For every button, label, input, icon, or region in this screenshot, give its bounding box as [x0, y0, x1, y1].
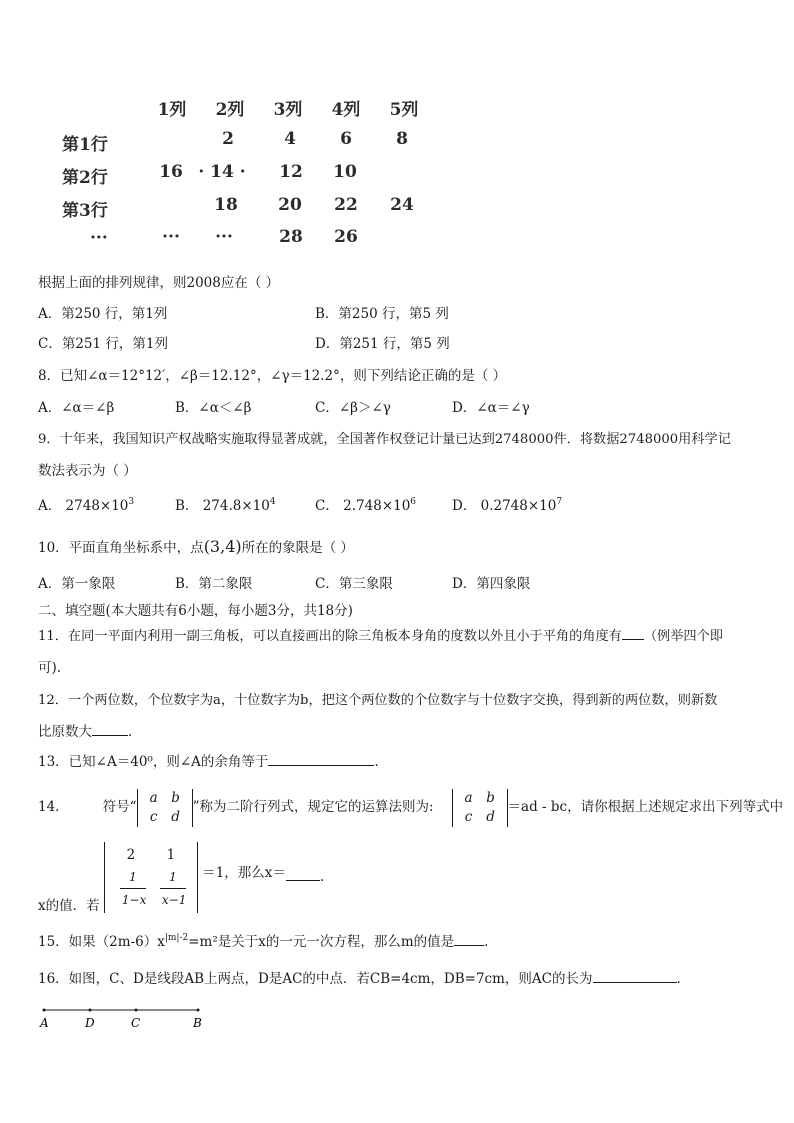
q10-option-b: B．第二象限	[175, 576, 253, 592]
q9-stem-line2: 数法表示为（ ）	[38, 463, 137, 479]
q10-stem: 10．平面直角坐标系中，点(3,4)所在的象限是（ ）	[38, 537, 354, 556]
section-heading: 二、填空题(本大题共有6小题，每小题3分，共18分)	[38, 603, 353, 619]
q8-option-d: D．∠α＝∠γ	[452, 400, 530, 416]
row-label: 第3行	[62, 201, 108, 221]
determinant-equation: 2 1 $\frac{1}{1-x}$ $\frac{1}{x-1}$	[104, 842, 198, 913]
determinant-rule: a b c d	[452, 789, 508, 827]
q14-line1: 14． 符号“a b c d”称为二阶行列式，规定它的运算法则为:a b c d＝ad - bc，请你根据上述规定求出下列等式中	[38, 789, 784, 825]
q9-option-d: D． $0.2748\times 10^7$	[452, 497, 563, 514]
q9-option-c: C． $2.748\times 10^6$	[315, 497, 417, 514]
cell: 4	[284, 129, 296, 149]
cell: ···	[162, 227, 180, 247]
q7-option-b: B．第250 行，第5 列	[315, 306, 449, 322]
row-label: 第1行	[62, 135, 108, 155]
answer-blank[interactable]	[268, 753, 374, 766]
q15-stem: 15．如果$(2m-6)x^{|m|-2}=m^2$是关于x的一元一次方程，那么m的值是 .	[38, 933, 489, 950]
q9-option-b: B． $274.8\times 10^4$	[175, 497, 276, 514]
point-label: D	[85, 1016, 95, 1030]
q11-stem-line1: 11．在同一平面内利用一副三角板，可以直接画出的除三角板本身角的度数以外且小于平角的角度有 （例举四个即	[38, 629, 723, 644]
q16-stem: 16．如图，C、D是线段AB上两点，D是AC的中点．若CB=4cm，DB=7cm，则AC的长为 .	[38, 971, 681, 987]
determinant-symbol: a b c d	[137, 789, 193, 827]
col-header: 4列	[331, 100, 361, 120]
cell: 24	[390, 195, 414, 215]
q10-option-c: C．第三象限	[315, 576, 393, 592]
answer-blank[interactable]	[286, 868, 320, 881]
cell: ···	[215, 227, 233, 247]
q7-stem: 根据上面的排列规律，则2008应在（ ）	[38, 275, 280, 291]
cell: 18	[214, 195, 238, 215]
cell: 26	[334, 227, 358, 247]
cell: 10	[333, 162, 357, 182]
point-label: A	[40, 1016, 49, 1030]
q7-option-c: C．第251 行，第1列	[38, 336, 168, 352]
point-label: C	[131, 1016, 141, 1030]
q8-option-c: C．∠β＞∠γ	[315, 400, 391, 416]
q9-stem-line1: 9．十年来，我国知识产权战略实施取得显著成就，全国著作权登记计量已达到2748000件．将数据2748000用科学记	[38, 432, 731, 447]
point-label: B	[193, 1016, 202, 1030]
q8-stem: 8．已知∠α＝12°12′，∠β＝12.12°，∠γ＝12.2°，则下列结论正确的是（ ）	[38, 368, 507, 384]
q13-stem: 13．已知∠A＝40⁰，则∠A的余角等于 .	[38, 754, 379, 770]
q10-option-a: A．第一象限	[38, 576, 116, 592]
answer-blank[interactable]	[454, 933, 484, 946]
col-header: 5列	[389, 100, 419, 120]
q14-line2: x的值．若 2 1 $\frac{1}{1-x}$ $\frac{1}{x-1}$ ＝1，那么x＝ .	[38, 842, 324, 913]
cell: 6	[340, 129, 352, 149]
q7-option-a: A．第250 行，第1列	[38, 306, 168, 322]
cell: 16	[159, 162, 183, 182]
segment-figure	[30, 1002, 220, 1034]
q10-option-d: D．第四象限	[452, 576, 531, 592]
q7-option-d: D．第251 行，第5 列	[315, 336, 450, 352]
row-label: ···	[90, 228, 108, 248]
q11-stem-line2: 可).	[38, 660, 62, 676]
cell: 28	[279, 227, 303, 247]
cell: 8	[396, 129, 408, 149]
cell: · 14 ·	[198, 162, 246, 182]
q9-option-a: A． $2748\times 10^3$	[38, 497, 135, 514]
answer-blank[interactable]	[92, 723, 128, 736]
q12-stem-line2: 比原数大 .	[38, 724, 133, 740]
col-header: 3列	[273, 100, 303, 120]
number-arrangement-table	[0, 0, 794, 265]
cell: 20	[278, 195, 302, 215]
cell: 2	[222, 129, 234, 149]
col-header: 2列	[215, 100, 245, 120]
row-label: 第2行	[62, 168, 108, 188]
q12-stem-line1: 12．一个两位数，个位数字为a，十位数字为b，把这个两位数的个位数字与十位数字交换，得到新的两位数，则新数	[38, 693, 718, 708]
cell: 12	[279, 162, 303, 182]
answer-blank[interactable]	[593, 970, 677, 983]
col-header: 1列	[157, 100, 187, 120]
q8-option-b: B．∠α＜∠β	[175, 400, 252, 416]
q10-point: (3,4)	[203, 537, 242, 556]
cell: 22	[334, 195, 358, 215]
q8-option-a: A．∠α＝∠β	[38, 400, 115, 416]
answer-blank[interactable]	[622, 627, 644, 640]
